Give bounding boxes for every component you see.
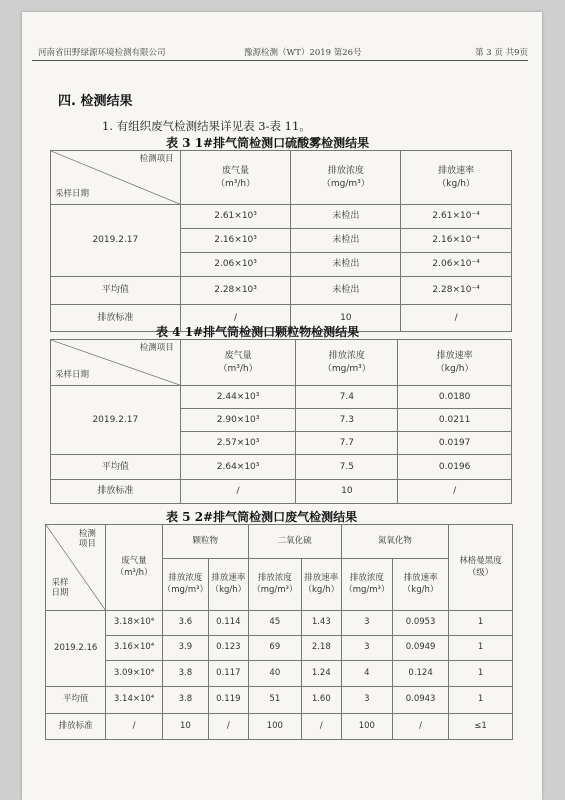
col-conc: 排放浓度 （mg/m³） bbox=[341, 559, 392, 611]
table4-caption: 表 4 1#排气筒检测口颗粒物检测结果 bbox=[156, 325, 360, 339]
table-cell: 100 bbox=[341, 714, 392, 740]
table4-date: 2019.2.17 bbox=[51, 386, 181, 455]
table-cell: 1.60 bbox=[301, 687, 341, 714]
table-cell: / bbox=[301, 714, 341, 740]
table-cell: 2.18 bbox=[301, 636, 341, 661]
col-ringelmann: 林格曼黑度（级） bbox=[449, 525, 513, 611]
table5-diagonal-header bbox=[46, 525, 106, 611]
section-title: 四. 检测结果 bbox=[58, 94, 133, 109]
table-cell: ≤1 bbox=[449, 714, 513, 740]
date-label: 采样日期 bbox=[55, 369, 90, 380]
col-flow: 废气量 （m³/h） bbox=[180, 340, 296, 386]
std-label: 排放标准 bbox=[51, 305, 181, 332]
table4 bbox=[50, 339, 512, 504]
table-cell: 7.7 bbox=[296, 432, 398, 455]
col-conc: 排放浓度 （mg/m³） bbox=[162, 559, 208, 611]
table-cell: 45 bbox=[248, 611, 301, 636]
col-rate: 排放速率 （kg/h） bbox=[301, 559, 341, 611]
report-number: 豫源检测（WT）2019 第26号 bbox=[244, 48, 362, 58]
table5-caption: 表 5 2#排气筒检测口废气检测结果 bbox=[166, 510, 358, 524]
table-cell: 0.0943 bbox=[393, 687, 449, 714]
table-cell: / bbox=[401, 305, 512, 332]
col-rate: 排放速率 （kg/h） bbox=[393, 559, 449, 611]
table-cell: 0.114 bbox=[209, 611, 249, 636]
col-group-nox: 氮氧化物 bbox=[341, 525, 448, 559]
table-cell: 1 bbox=[449, 687, 513, 714]
table-cell: 2.06×10⁻⁴ bbox=[401, 253, 512, 277]
col-conc: 排放浓度 （mg/m³） bbox=[291, 151, 401, 205]
table-cell: 7.5 bbox=[296, 455, 398, 480]
table-cell: 51 bbox=[248, 687, 301, 714]
table-cell: 100 bbox=[248, 714, 301, 740]
avg-label: 平均值 bbox=[46, 687, 106, 714]
table-cell: 1 bbox=[449, 611, 513, 636]
table-cell: / bbox=[398, 480, 512, 504]
table-cell: 2.44×10³ bbox=[180, 386, 296, 409]
table-cell: 0.0211 bbox=[398, 409, 512, 432]
table-cell: / bbox=[209, 714, 249, 740]
col-conc: 排放浓度 （mg/m³） bbox=[296, 340, 398, 386]
col-rate: 排放速率 （kg/h） bbox=[398, 340, 512, 386]
avg-label: 平均值 bbox=[51, 277, 181, 305]
date-label: 采样日期 bbox=[55, 188, 90, 199]
table-cell: 2.64×10³ bbox=[180, 455, 296, 480]
table-cell: 2.16×10⁻⁴ bbox=[401, 229, 512, 253]
table-cell: 3 bbox=[341, 636, 392, 661]
item-label: 检测项目 bbox=[78, 529, 96, 550]
col-flow: 废气量 （m³/h） bbox=[180, 151, 291, 205]
table-cell: 2.28×10³ bbox=[180, 277, 291, 305]
table3-caption: 表 3 1#排气筒检测口硫酸雾检测结果 bbox=[166, 136, 370, 150]
company-name: 河南省田野绿源环境检测有限公司 bbox=[38, 48, 166, 58]
page-number: 第 3 页 共9页 bbox=[475, 48, 528, 58]
table-cell: 3 bbox=[341, 687, 392, 714]
table3-diagonal-header bbox=[51, 151, 181, 205]
table-cell: 3.09×10⁴ bbox=[106, 661, 162, 687]
table-cell: 7.3 bbox=[296, 409, 398, 432]
std-label: 排放标准 bbox=[46, 714, 106, 740]
table-cell: 10 bbox=[296, 480, 398, 504]
table-cell: 1 bbox=[449, 636, 513, 661]
table3 bbox=[50, 150, 512, 332]
table-cell: 1.43 bbox=[301, 611, 341, 636]
item-label: 检测项目 bbox=[139, 154, 174, 164]
col-rate: 排放速率 （kg/h） bbox=[209, 559, 249, 611]
table-cell: 2.61×10³ bbox=[180, 205, 291, 229]
table-cell: 1 bbox=[449, 661, 513, 687]
table-cell: 2.28×10⁻⁴ bbox=[401, 277, 512, 305]
table4-diagonal-header bbox=[51, 340, 181, 386]
table-cell: 0.0180 bbox=[398, 386, 512, 409]
table-cell: 10 bbox=[291, 305, 401, 332]
table-cell: 7.4 bbox=[296, 386, 398, 409]
intro-text: 1. 有组织废气检测结果详见表 3-表 11。 bbox=[102, 119, 311, 133]
table-cell: 2.61×10⁻⁴ bbox=[401, 205, 512, 229]
date-label: 采样日期 bbox=[51, 577, 69, 598]
table-cell: 0.0197 bbox=[398, 432, 512, 455]
table-cell: 0.124 bbox=[393, 661, 449, 687]
table-cell: 3.6 bbox=[162, 611, 208, 636]
col-group-particulate: 颗粒物 bbox=[162, 525, 248, 559]
table-cell: 3.18×10⁴ bbox=[106, 611, 162, 636]
table-cell: 3.8 bbox=[162, 661, 208, 687]
table-cell: 1.24 bbox=[301, 661, 341, 687]
table-cell: 3 bbox=[341, 611, 392, 636]
table-cell: 3.8 bbox=[162, 687, 208, 714]
table-cell: / bbox=[180, 305, 291, 332]
table-cell: 69 bbox=[248, 636, 301, 661]
table-cell: 0.0196 bbox=[398, 455, 512, 480]
table-cell: 2.16×10³ bbox=[180, 229, 291, 253]
col-flow: 废气量 （m³/h） bbox=[106, 525, 162, 611]
avg-label: 平均值 bbox=[51, 455, 181, 480]
table-cell: 0.0949 bbox=[393, 636, 449, 661]
table-cell: / bbox=[106, 714, 162, 740]
table-cell: 2.57×10³ bbox=[180, 432, 296, 455]
table-cell: / bbox=[393, 714, 449, 740]
table-cell: 10 bbox=[162, 714, 208, 740]
table-cell: 2.06×10³ bbox=[180, 253, 291, 277]
std-label: 排放标准 bbox=[51, 480, 181, 504]
table5 bbox=[45, 524, 513, 740]
table-cell: / bbox=[180, 480, 296, 504]
table-cell: 未检出 bbox=[291, 229, 401, 253]
table-cell: 未检出 bbox=[291, 253, 401, 277]
table-cell: 0.123 bbox=[209, 636, 249, 661]
table5-date: 2019.2.16 bbox=[46, 611, 106, 687]
table-cell: 0.0953 bbox=[393, 611, 449, 636]
col-rate: 排放速率 （kg/h） bbox=[401, 151, 512, 205]
table-cell: 40 bbox=[248, 661, 301, 687]
table-cell: 3.14×10⁴ bbox=[106, 687, 162, 714]
table-cell: 未检出 bbox=[291, 205, 401, 229]
table-cell: 0.117 bbox=[209, 661, 249, 687]
table-cell: 4 bbox=[341, 661, 392, 687]
item-label: 检测项目 bbox=[139, 343, 174, 353]
report-page bbox=[22, 12, 542, 800]
col-conc: 排放浓度 （mg/m³） bbox=[248, 559, 301, 611]
page-header bbox=[32, 44, 528, 61]
table-cell: 0.119 bbox=[209, 687, 249, 714]
table-cell: 3.9 bbox=[162, 636, 208, 661]
table-cell: 2.90×10³ bbox=[180, 409, 296, 432]
col-group-so2: 二氧化硫 bbox=[248, 525, 341, 559]
table-cell: 未检出 bbox=[291, 277, 401, 305]
table3-date: 2019.2.17 bbox=[51, 205, 181, 277]
table-cell: 3.16×10⁴ bbox=[106, 636, 162, 661]
